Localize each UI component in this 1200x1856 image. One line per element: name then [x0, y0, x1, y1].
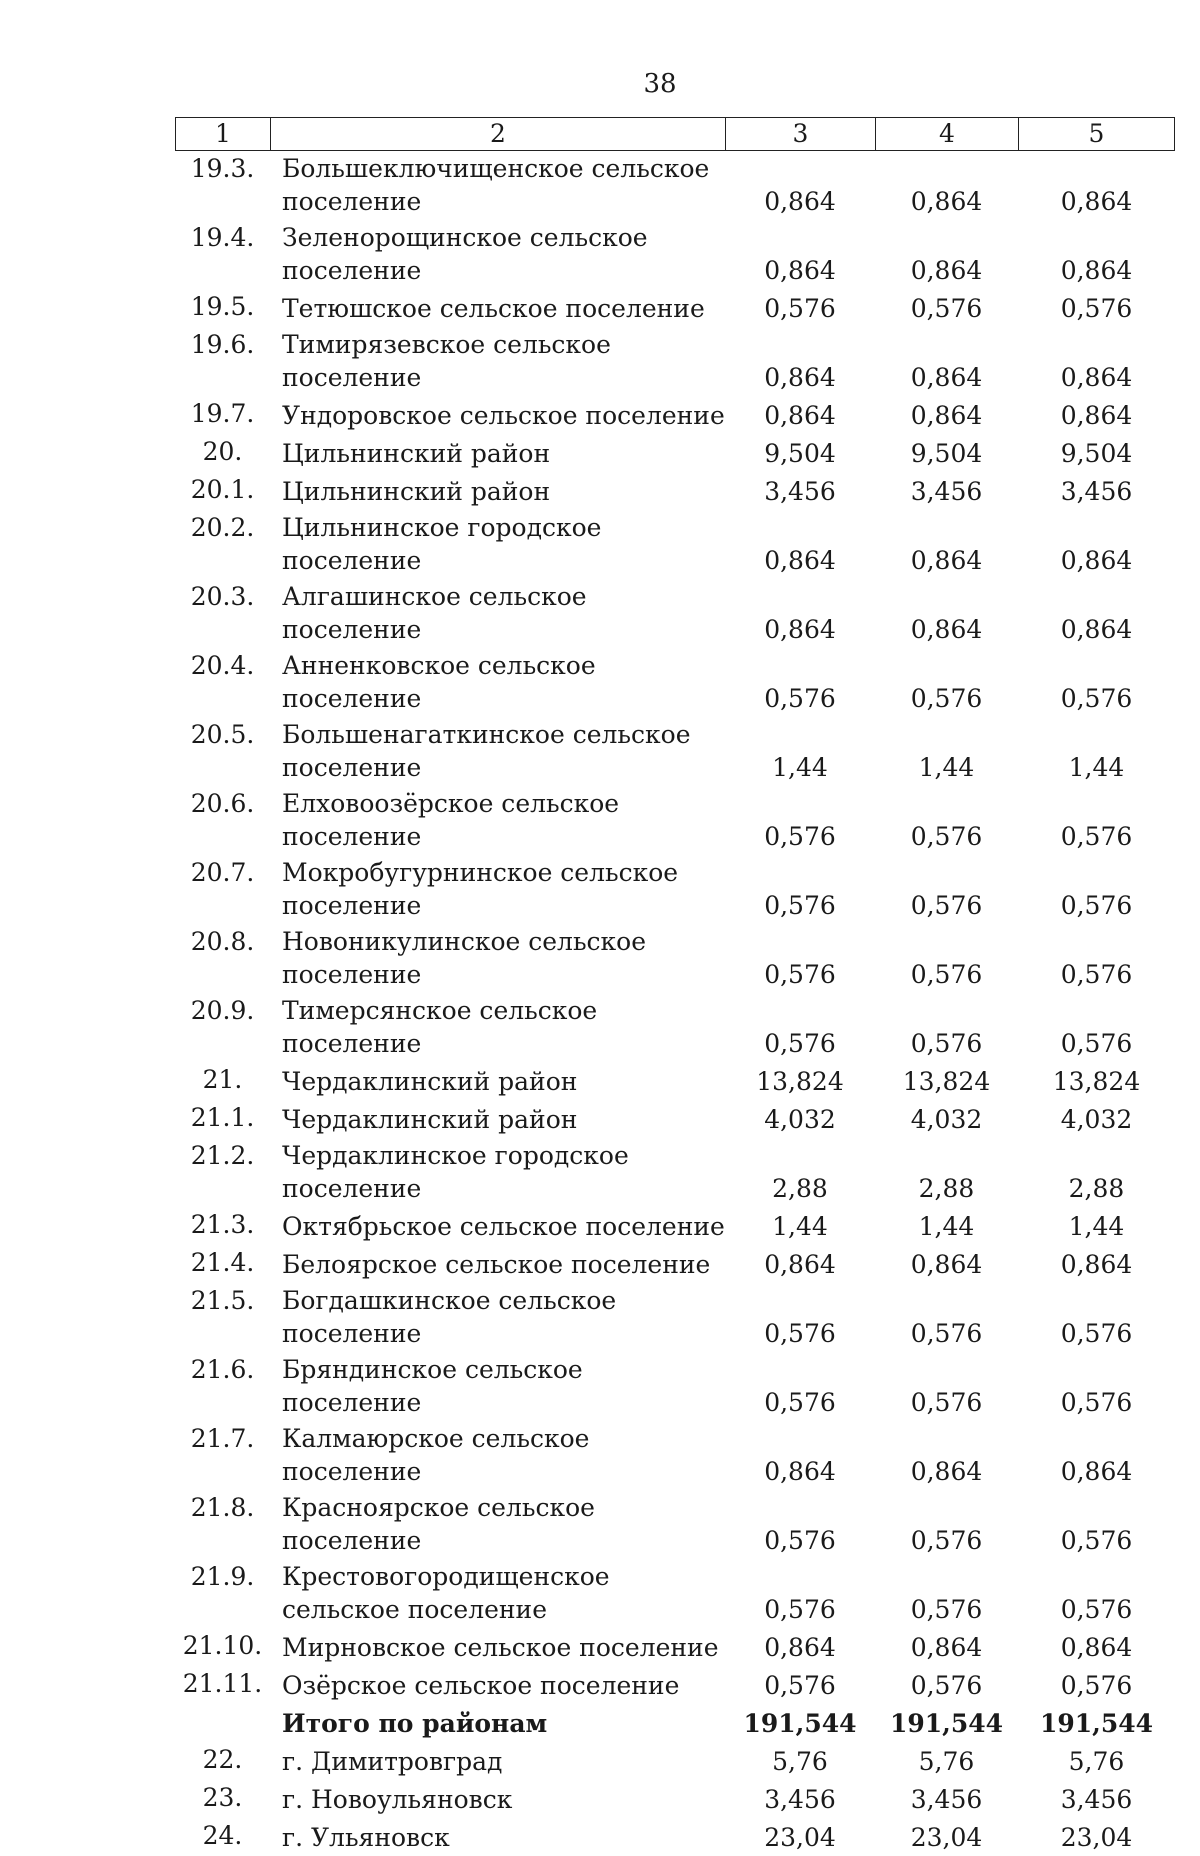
row-value-col3: 2,88 [772, 1174, 828, 1203]
row-name: Озёрское сельское поселение [282, 1671, 680, 1700]
table-row [175, 327, 1175, 396]
row-number: 21.4. [190, 1248, 255, 1277]
row-value-col4: 0,576 [910, 1029, 983, 1058]
row-number: 20.1. [190, 475, 255, 504]
row-name: Бряндинское сельское поселение [282, 1355, 583, 1417]
row-name: Итого по районам [282, 1709, 548, 1738]
table-row [175, 220, 1175, 289]
row-name: Белоярское сельское поселение [282, 1250, 711, 1279]
row-name: Мокробугурнинское сельское поселение [282, 858, 679, 920]
row-value-col5: 0,576 [1060, 891, 1133, 920]
row-name: Новоникулинское сельское поселение [282, 927, 647, 989]
row-value-col4: 0,864 [910, 363, 983, 392]
page-number: 38 [643, 69, 677, 99]
row-number: 21.2. [190, 1141, 255, 1170]
header-col-3: 3 [726, 118, 876, 150]
row-value-col5: 0,864 [1060, 1633, 1133, 1662]
table-row [175, 396, 1175, 434]
row-value-col4: 0,864 [910, 1633, 983, 1662]
row-value-col5: 0,576 [1060, 1595, 1133, 1624]
row-name: Калмаюрское сельское поселение [282, 1424, 590, 1486]
row-name: Красноярское сельское поселение [282, 1493, 595, 1555]
header-col-2: 2 [271, 118, 726, 150]
header-col-1: 1 [176, 118, 271, 150]
row-value-col3: 9,504 [764, 439, 836, 468]
row-name: Октябрьское сельское поселение [282, 1212, 725, 1241]
table-row [175, 1742, 1175, 1780]
row-value-col3: 0,576 [764, 1029, 836, 1058]
header-col-5: 5 [1088, 119, 1105, 148]
row-number: 20.2. [190, 513, 255, 542]
row-name: Чердаклинское городское поселение [282, 1141, 629, 1203]
row-value-col5: 3,456 [1060, 477, 1133, 506]
row-value-col5: 4,032 [1060, 1105, 1133, 1134]
row-name: Большенагаткинское сельское поселение [282, 720, 691, 782]
row-value-col3: 0,576 [764, 1319, 836, 1348]
table-row [175, 786, 1175, 855]
row-name: Зеленорощинское сельское поселение [282, 223, 648, 285]
row-value-col3: 0,576 [764, 822, 836, 851]
row-number: 21.7. [190, 1424, 255, 1453]
row-value-col4: 0,576 [910, 1526, 983, 1555]
row-name: Тимирязевское сельское поселение [282, 330, 611, 392]
row-name: Цильнинский район [282, 439, 551, 468]
table-row [175, 1283, 1175, 1352]
row-value-col3: 0,576 [764, 960, 836, 989]
row-value-col4: 5,76 [918, 1747, 975, 1776]
row-value-col4: 23,04 [910, 1823, 983, 1852]
table-row [175, 472, 1175, 510]
table-row [175, 1780, 1175, 1818]
row-number: 19.5. [190, 292, 255, 321]
row-value-col4: 9,504 [910, 439, 983, 468]
row-number: 23. [202, 1783, 243, 1812]
row-name: Чердаклинский район [282, 1105, 578, 1134]
row-value-col5: 2,88 [1068, 1174, 1125, 1203]
row-value-col4: 0,864 [910, 256, 983, 285]
row-value-col5: 0,864 [1060, 401, 1133, 430]
row-number: 21.10. [182, 1631, 263, 1660]
table-row [175, 1207, 1175, 1245]
table-row [175, 151, 1175, 220]
row-name: Цильнинский район [282, 477, 551, 506]
row-value-col3: 3,456 [764, 1785, 836, 1814]
table-row [175, 1666, 1175, 1704]
row-number: 20.6. [190, 789, 255, 818]
row-number: 20.9. [190, 996, 255, 1025]
row-value-col5: 0,576 [1060, 684, 1133, 713]
row-name: Большеключищенское сельское поселение [282, 154, 710, 216]
row-value-col4: 13,824 [902, 1067, 991, 1096]
row-number: 21.11. [182, 1669, 263, 1698]
row-name: Богдашкинское сельское поселение [282, 1286, 617, 1348]
row-number: 21.3. [190, 1210, 255, 1239]
row-value-col3: 0,576 [764, 891, 836, 920]
row-value-col3: 0,576 [764, 684, 836, 713]
row-value-col5: 191,544 [1039, 1709, 1154, 1738]
row-value-col4: 1,44 [918, 1212, 975, 1241]
row-number: 20. [202, 437, 243, 466]
table-row [175, 579, 1175, 648]
row-value-col5: 0,864 [1060, 187, 1133, 216]
row-value-col5: 9,504 [1060, 439, 1133, 468]
row-number: 21.6. [190, 1355, 255, 1384]
row-value-col5: 1,44 [1068, 1212, 1125, 1241]
row-value-col4: 0,864 [910, 187, 983, 216]
row-name: г. Новоульяновск [282, 1785, 513, 1814]
row-value-col5: 1,44 [1068, 753, 1125, 782]
row-name: Крестовогородищенское сельское поселение [282, 1562, 610, 1624]
row-name: г. Ульяновск [282, 1823, 450, 1852]
row-value-col5: 0,576 [1060, 1319, 1133, 1348]
row-value-col4: 0,576 [910, 1319, 983, 1348]
table-row [175, 717, 1175, 786]
row-name: Чердаклинский район [282, 1067, 578, 1096]
row-value-col3: 0,576 [764, 1671, 836, 1700]
row-value-col3: 1,44 [772, 1212, 828, 1241]
table-row [175, 1352, 1175, 1421]
table-row [175, 510, 1175, 579]
table-row [175, 648, 1175, 717]
table-row [175, 1559, 1175, 1628]
row-value-col4: 0,864 [910, 615, 983, 644]
row-number: 21.9. [190, 1562, 255, 1591]
row-value-col4: 0,576 [910, 294, 983, 323]
row-value-col4: 0,864 [910, 546, 983, 575]
row-number: 20.7. [190, 858, 255, 887]
row-value-col4: 3,456 [910, 1785, 983, 1814]
row-name: Ундоровское сельское поселение [282, 401, 725, 430]
row-value-col5: 5,76 [1068, 1747, 1125, 1776]
row-number: 19.7. [190, 399, 255, 428]
row-value-col4: 0,576 [910, 1388, 983, 1417]
row-value-col5: 0,864 [1060, 546, 1133, 575]
row-value-col5: 0,864 [1060, 363, 1133, 392]
row-name: Цильнинское городское поселение [282, 513, 602, 575]
row-value-col3: 0,864 [764, 256, 836, 285]
table-row [175, 993, 1175, 1062]
row-number: 21. [202, 1065, 243, 1094]
row-value-col3: 0,864 [764, 363, 836, 392]
row-name: Елховоозёрское сельское поселение [282, 789, 620, 851]
row-number: 20.8. [190, 927, 255, 956]
row-value-col3: 0,576 [764, 294, 836, 323]
row-value-col5: 0,864 [1060, 256, 1133, 285]
row-value-col4: 0,576 [910, 822, 983, 851]
row-value-col5: 23,04 [1060, 1823, 1133, 1852]
row-number: 21.5. [190, 1286, 255, 1315]
row-value-col4: 0,864 [910, 401, 983, 430]
row-value-col3: 0,576 [764, 1526, 836, 1555]
row-value-col4: 0,864 [910, 1250, 983, 1279]
table-row [175, 1062, 1175, 1100]
row-name: Мирновское сельское поселение [282, 1633, 719, 1662]
row-value-col3: 0,864 [764, 1633, 836, 1662]
row-value-col3: 3,456 [764, 477, 836, 506]
row-value-col4: 0,576 [910, 960, 983, 989]
row-value-col4: 0,864 [910, 1457, 983, 1486]
table-row [175, 1138, 1175, 1207]
row-value-col4: 0,576 [910, 1671, 983, 1700]
row-value-col5: 0,864 [1060, 1457, 1133, 1486]
row-number: 21.8. [190, 1493, 255, 1522]
row-value-col3: 0,576 [764, 1388, 836, 1417]
row-value-col3: 0,864 [764, 546, 836, 575]
row-name: г. Димитровград [282, 1747, 503, 1776]
row-number: 21.1. [190, 1103, 255, 1132]
row-name: Тимерсянское сельское поселение [282, 996, 598, 1058]
row-value-col3: 0,864 [764, 1457, 836, 1486]
row-name: Тетюшское сельское поселение [282, 294, 705, 323]
row-name: Алгашинское сельское поселение [282, 582, 587, 644]
total-row [175, 1704, 1175, 1742]
header-col-4: 4 [876, 118, 1019, 150]
row-number: 19.4. [190, 223, 255, 252]
row-value-col5: 0,576 [1060, 294, 1133, 323]
row-value-col3: 5,76 [772, 1747, 828, 1776]
row-value-col5: 0,576 [1060, 1388, 1133, 1417]
row-value-col5: 0,576 [1060, 1671, 1133, 1700]
row-value-col4: 3,456 [910, 477, 983, 506]
row-value-col3: 23,04 [764, 1823, 836, 1852]
row-value-col5: 0,576 [1060, 822, 1133, 851]
row-value-col4: 2,88 [918, 1174, 975, 1203]
table-body [175, 151, 1175, 1856]
row-value-col3: 0,576 [764, 1595, 836, 1624]
row-number: 24. [202, 1821, 243, 1850]
row-value-col5: 0,864 [1060, 1250, 1133, 1279]
row-value-col5: 0,576 [1060, 1029, 1133, 1058]
row-value-col3: 0,864 [764, 1250, 836, 1279]
row-value-col5: 3,456 [1060, 1785, 1133, 1814]
row-number: 19.6. [190, 330, 255, 359]
row-value-col4: 191,544 [889, 1709, 1004, 1738]
table-row [175, 289, 1175, 327]
row-number: 20.4. [190, 651, 255, 680]
row-value-col5: 13,824 [1052, 1067, 1141, 1096]
row-value-col4: 0,576 [910, 891, 983, 920]
table-row [175, 855, 1175, 924]
row-value-col5: 0,576 [1060, 1526, 1133, 1555]
row-value-col4: 0,576 [910, 684, 983, 713]
row-value-col4: 4,032 [910, 1105, 983, 1134]
row-value-col3: 191,544 [743, 1709, 857, 1738]
row-value-col4: 0,576 [910, 1595, 983, 1624]
row-number: 20.3. [190, 582, 255, 611]
table-row [175, 1818, 1175, 1856]
table-row [175, 1628, 1175, 1666]
row-number: 22. [202, 1745, 243, 1774]
row-value-col3: 4,032 [764, 1105, 836, 1134]
table-row [175, 434, 1175, 472]
row-value-col3: 1,44 [772, 753, 828, 782]
table-row [175, 1421, 1175, 1490]
table-row [175, 1245, 1175, 1283]
row-value-col4: 1,44 [918, 753, 975, 782]
row-number: 19.3. [190, 154, 255, 183]
row-number: 20.5. [190, 720, 255, 749]
table-header [175, 117, 1175, 151]
row-value-col5: 0,576 [1060, 960, 1133, 989]
row-value-col3: 0,864 [764, 187, 836, 216]
row-value-col3: 13,824 [756, 1067, 844, 1096]
row-value-col3: 0,864 [764, 615, 836, 644]
table-row [175, 1490, 1175, 1559]
table-row [175, 1100, 1175, 1138]
table-row [175, 924, 1175, 993]
row-name: Анненковское сельское поселение [282, 651, 596, 713]
row-value-col5: 0,864 [1060, 615, 1133, 644]
row-value-col3: 0,864 [764, 401, 836, 430]
